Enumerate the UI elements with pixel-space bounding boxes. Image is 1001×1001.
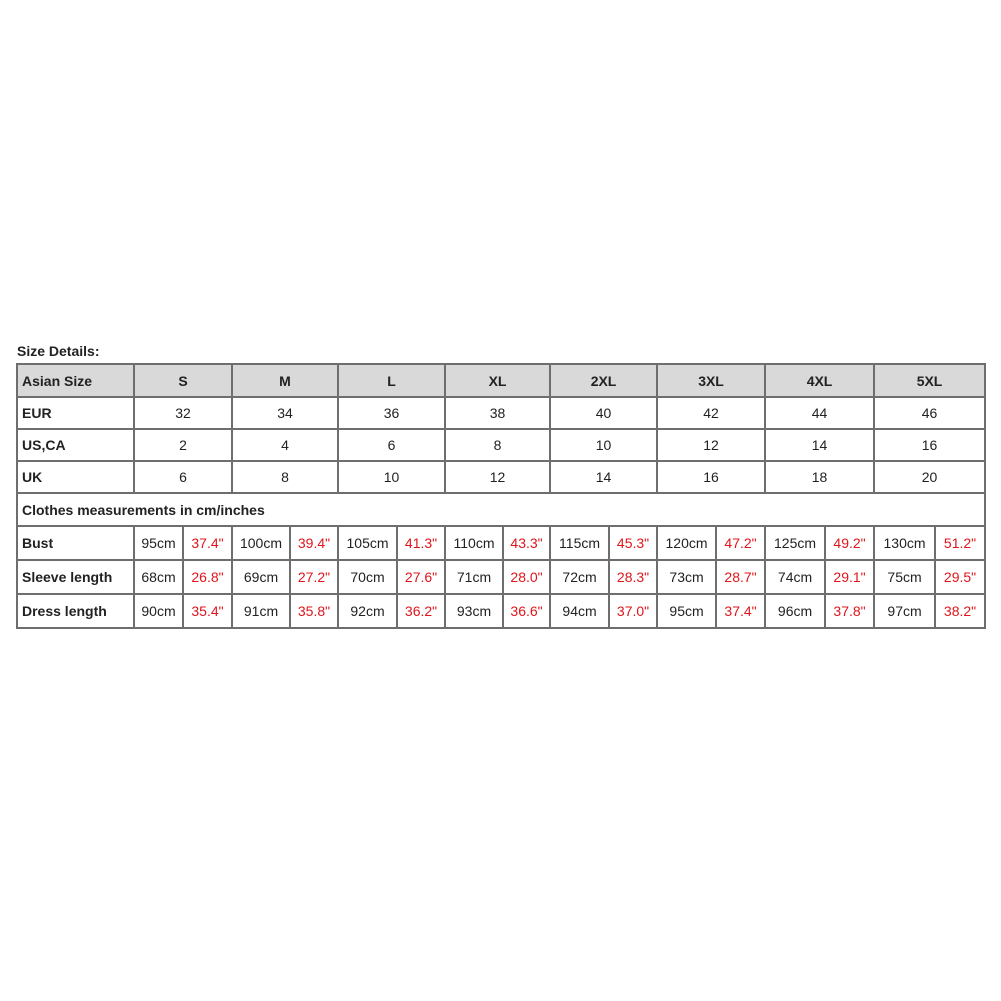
size-value-cell: 16 bbox=[874, 429, 985, 461]
inch-value-cell: 37.4" bbox=[183, 526, 232, 560]
size-value-cell: 32 bbox=[134, 397, 232, 429]
size-value-cell: 10 bbox=[338, 461, 445, 493]
measurement-row bbox=[17, 526, 985, 560]
size-header-s: S bbox=[134, 364, 232, 397]
inch-value-cell: 41.3" bbox=[397, 526, 445, 560]
inch-value-cell: 36.6" bbox=[503, 594, 550, 628]
cm-value-cell: 68cm bbox=[134, 560, 183, 594]
size-value-cell: 8 bbox=[232, 461, 338, 493]
header-row bbox=[17, 364, 985, 397]
cm-value-cell: 92cm bbox=[338, 594, 397, 628]
cm-value-cell: 110cm bbox=[445, 526, 503, 560]
inch-value-cell: 29.5" bbox=[935, 560, 985, 594]
cm-value-cell: 125cm bbox=[765, 526, 825, 560]
size-row-label: US,CA bbox=[17, 429, 134, 461]
size-value-cell: 12 bbox=[445, 461, 550, 493]
size-chart-table bbox=[16, 363, 986, 629]
inch-value-cell: 36.2" bbox=[397, 594, 445, 628]
inch-value-cell: 37.4" bbox=[716, 594, 765, 628]
size-row-label: UK bbox=[17, 461, 134, 493]
size-value-cell: 42 bbox=[657, 397, 765, 429]
size-row-label: EUR bbox=[17, 397, 134, 429]
measurement-row-label: Sleeve length bbox=[17, 560, 134, 594]
size-value-cell: 14 bbox=[550, 461, 657, 493]
size-value-cell: 20 bbox=[874, 461, 985, 493]
inch-value-cell: 27.6" bbox=[397, 560, 445, 594]
size-value-cell: 6 bbox=[134, 461, 232, 493]
cm-value-cell: 75cm bbox=[874, 560, 935, 594]
cm-value-cell: 100cm bbox=[232, 526, 290, 560]
size-value-cell: 14 bbox=[765, 429, 874, 461]
size-details-title: Size Details: bbox=[17, 343, 100, 359]
size-value-cell: 18 bbox=[765, 461, 874, 493]
measurement-row-label: Bust bbox=[17, 526, 134, 560]
inch-value-cell: 35.8" bbox=[290, 594, 338, 628]
size-value-cell: 2 bbox=[134, 429, 232, 461]
inch-value-cell: 26.8" bbox=[183, 560, 232, 594]
cm-value-cell: 91cm bbox=[232, 594, 290, 628]
size-value-cell: 40 bbox=[550, 397, 657, 429]
cm-value-cell: 130cm bbox=[874, 526, 935, 560]
size-header-2xl: 2XL bbox=[550, 364, 657, 397]
size-header-l: L bbox=[338, 364, 445, 397]
measurements-section-row bbox=[17, 493, 985, 526]
inch-value-cell: 39.4" bbox=[290, 526, 338, 560]
size-value-cell: 4 bbox=[232, 429, 338, 461]
size-value-cell: 8 bbox=[445, 429, 550, 461]
measurements-section-label: Clothes measurements in cm/inches bbox=[17, 493, 985, 526]
size-value-cell: 46 bbox=[874, 397, 985, 429]
size-row bbox=[17, 429, 985, 461]
cm-value-cell: 72cm bbox=[550, 560, 609, 594]
cm-value-cell: 74cm bbox=[765, 560, 825, 594]
inch-value-cell: 49.2" bbox=[825, 526, 874, 560]
inch-value-cell: 28.7" bbox=[716, 560, 765, 594]
size-value-cell: 12 bbox=[657, 429, 765, 461]
cm-value-cell: 105cm bbox=[338, 526, 397, 560]
cm-value-cell: 95cm bbox=[657, 594, 716, 628]
measurement-row-label: Dress length bbox=[17, 594, 134, 628]
inch-value-cell: 35.4" bbox=[183, 594, 232, 628]
cm-value-cell: 71cm bbox=[445, 560, 503, 594]
cm-value-cell: 93cm bbox=[445, 594, 503, 628]
inch-value-cell: 51.2" bbox=[935, 526, 985, 560]
cm-value-cell: 120cm bbox=[657, 526, 716, 560]
inch-value-cell: 37.0" bbox=[609, 594, 657, 628]
size-row bbox=[17, 397, 985, 429]
inch-value-cell: 27.2" bbox=[290, 560, 338, 594]
inch-value-cell: 47.2" bbox=[716, 526, 765, 560]
cm-value-cell: 70cm bbox=[338, 560, 397, 594]
size-header-3xl: 3XL bbox=[657, 364, 765, 397]
size-header-m: M bbox=[232, 364, 338, 397]
size-row bbox=[17, 461, 985, 493]
asian-size-label: Asian Size bbox=[17, 364, 134, 397]
cm-value-cell: 90cm bbox=[134, 594, 183, 628]
cm-value-cell: 96cm bbox=[765, 594, 825, 628]
inch-value-cell: 28.3" bbox=[609, 560, 657, 594]
cm-value-cell: 95cm bbox=[134, 526, 183, 560]
size-value-cell: 10 bbox=[550, 429, 657, 461]
cm-value-cell: 94cm bbox=[550, 594, 609, 628]
size-value-cell: 34 bbox=[232, 397, 338, 429]
size-header-4xl: 4XL bbox=[765, 364, 874, 397]
cm-value-cell: 69cm bbox=[232, 560, 290, 594]
cm-value-cell: 115cm bbox=[550, 526, 609, 560]
size-value-cell: 36 bbox=[338, 397, 445, 429]
inch-value-cell: 45.3" bbox=[609, 526, 657, 560]
size-value-cell: 6 bbox=[338, 429, 445, 461]
inch-value-cell: 28.0" bbox=[503, 560, 550, 594]
inch-value-cell: 29.1" bbox=[825, 560, 874, 594]
cm-value-cell: 97cm bbox=[874, 594, 935, 628]
measurement-row bbox=[17, 594, 985, 628]
size-value-cell: 44 bbox=[765, 397, 874, 429]
inch-value-cell: 38.2" bbox=[935, 594, 985, 628]
size-header-xl: XL bbox=[445, 364, 550, 397]
inch-value-cell: 37.8" bbox=[825, 594, 874, 628]
cm-value-cell: 73cm bbox=[657, 560, 716, 594]
size-value-cell: 38 bbox=[445, 397, 550, 429]
size-header-5xl: 5XL bbox=[874, 364, 985, 397]
size-value-cell: 16 bbox=[657, 461, 765, 493]
measurement-row bbox=[17, 560, 985, 594]
inch-value-cell: 43.3" bbox=[503, 526, 550, 560]
